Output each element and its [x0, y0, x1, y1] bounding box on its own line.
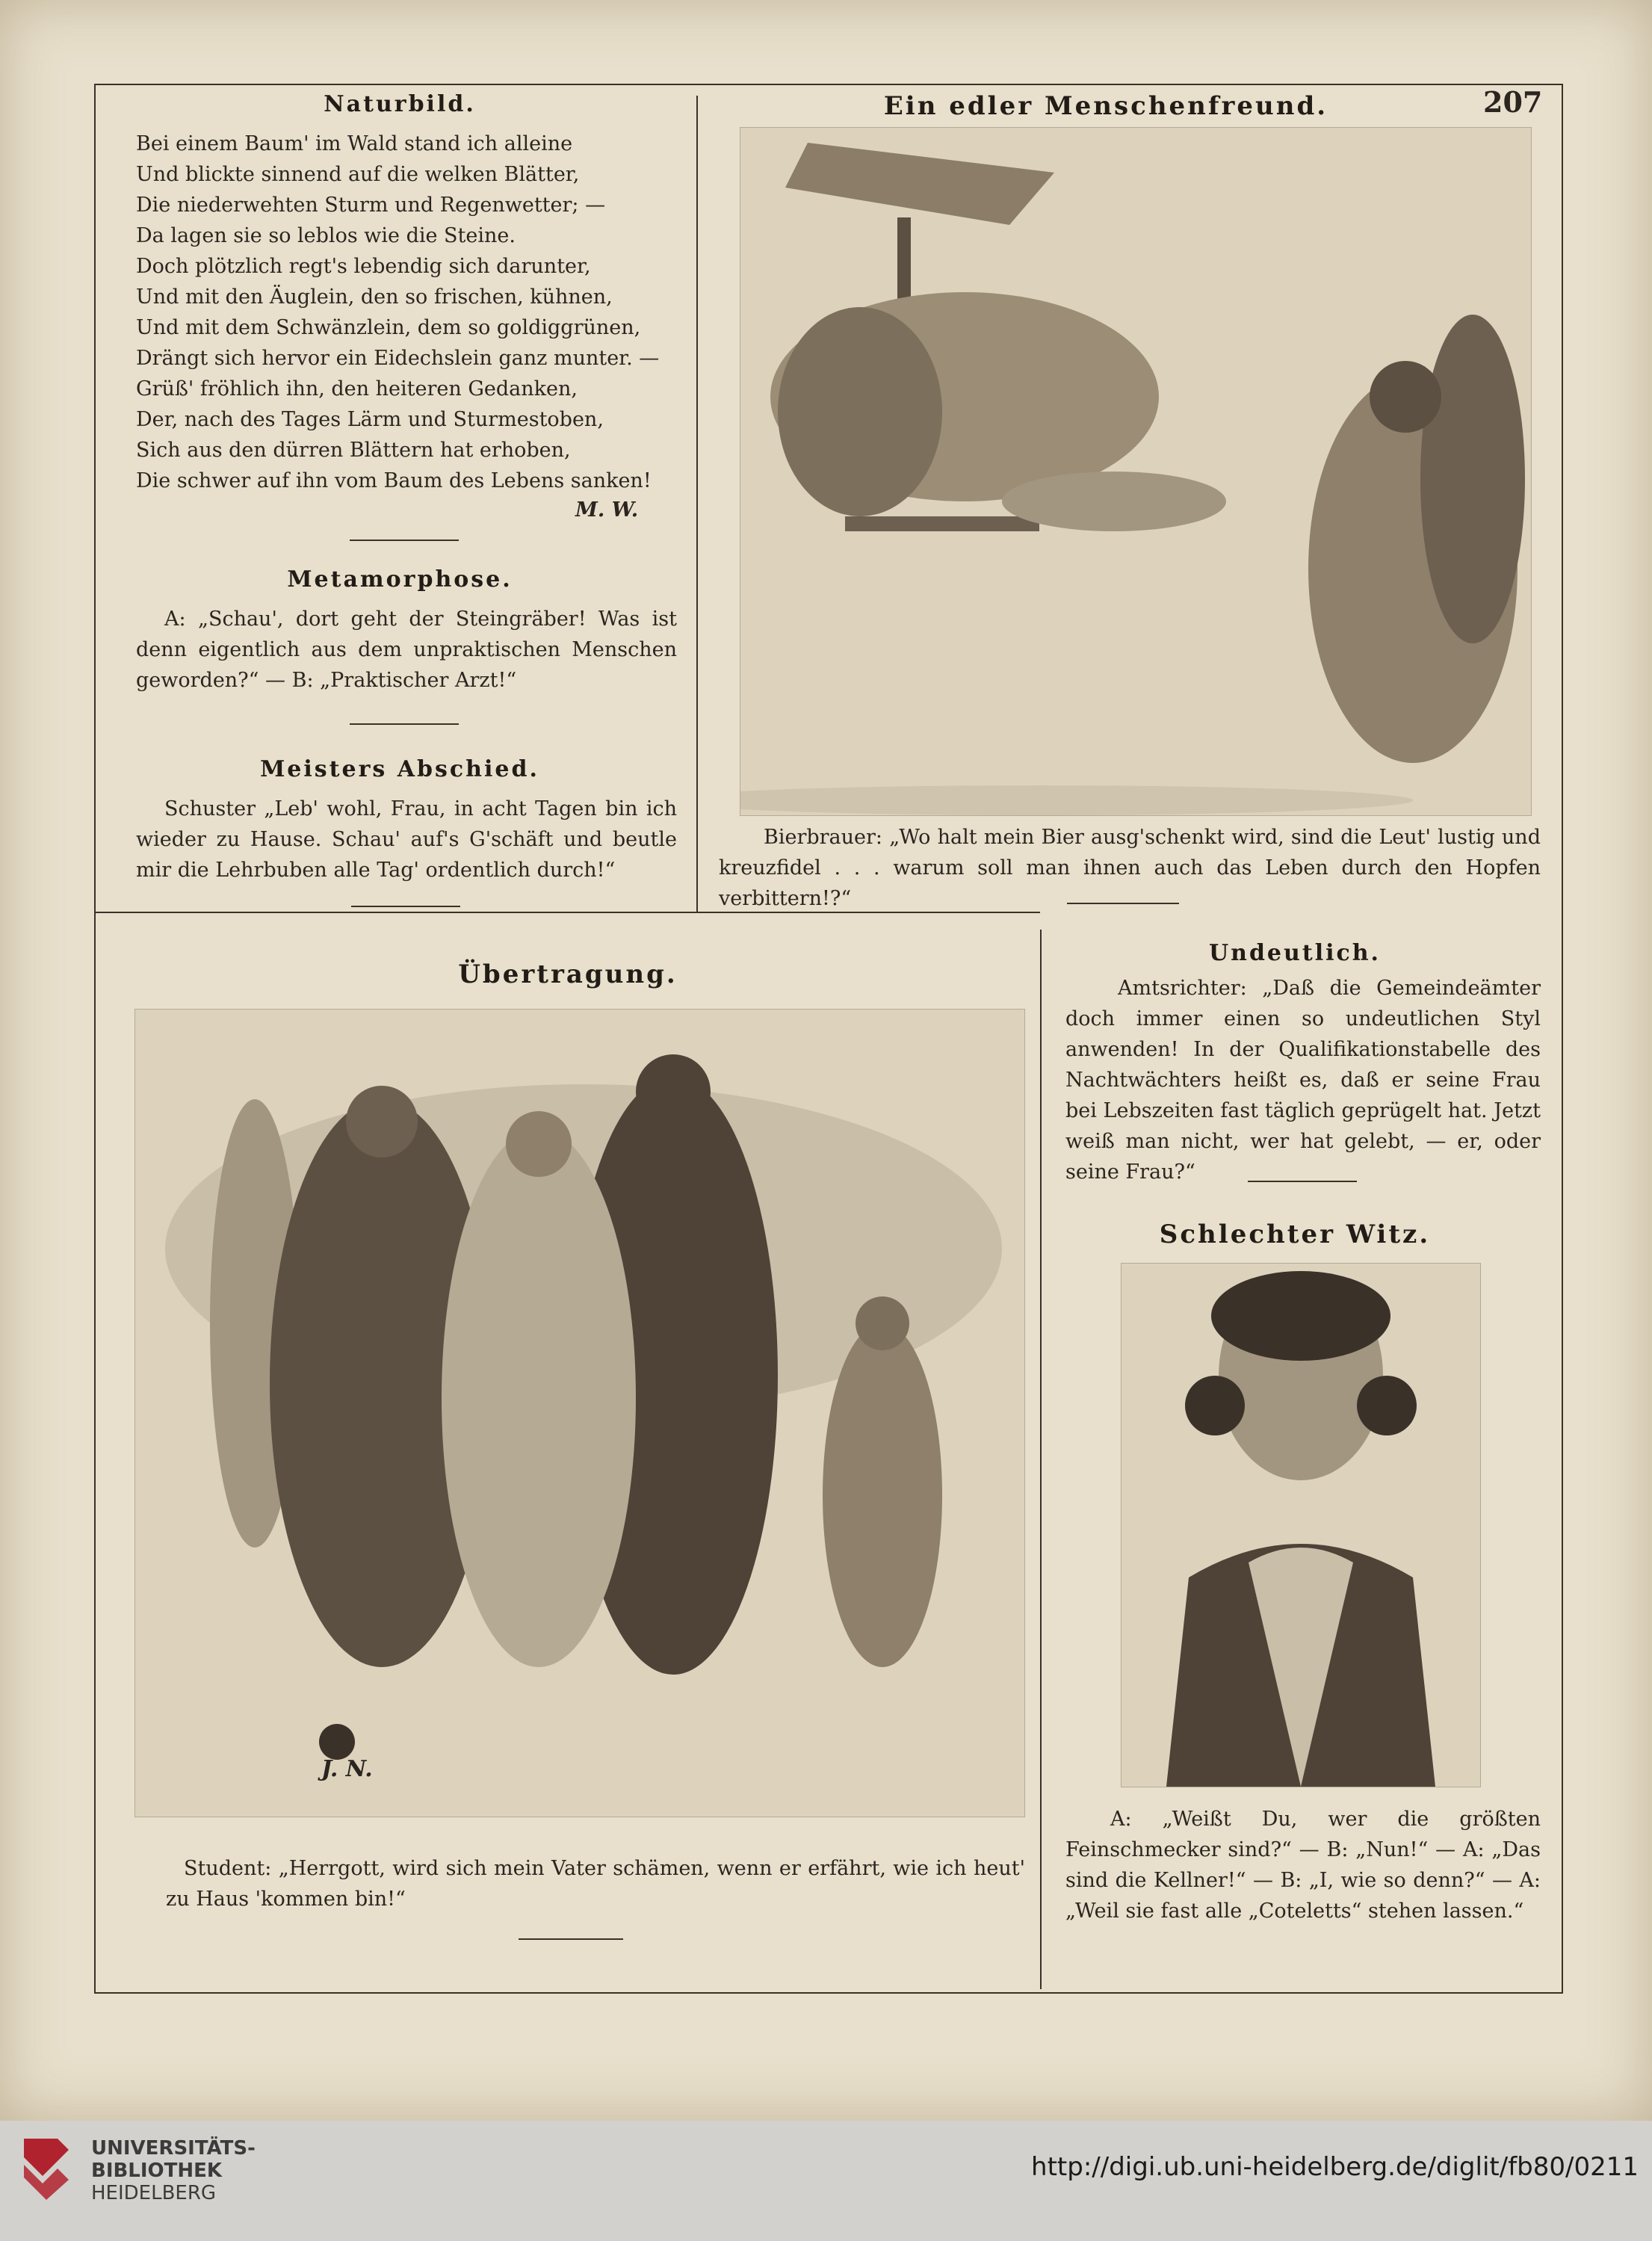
- menschenfreund-caption-text: Bierbrauer: „Wo halt mein Bier ausg'schenkt wird, sind die Leut' lustig und kreuzfidel . . . warum soll man ihnen auch das Leben durch den Hopfen verbittern!?“: [719, 826, 1541, 910]
- undeutlich-paragraph: Amtsrichter: „Daß die Gemeindeämter doch immer einen so undeutlichen Styl anwenden! In der Qualifikationstabelle des Nachtwächters heißt es, daß er seine Frau bei Lebszeiten fast täglich geprügelt hat. Jetzt weiß man nicht, wer hat gelebt, — er, oder seine Frau?“: [1065, 977, 1541, 1184]
- meisters-abschied-title: Meisters Abschied.: [260, 756, 539, 782]
- poem-line: Die schwer auf ihn vom Baum des Lebens sanken!: [136, 469, 652, 492]
- uebertragung-caption: [166, 1853, 1025, 1914]
- separator-rule: [350, 540, 459, 541]
- logo-line: UNIVERSITÄTS-: [91, 2137, 256, 2160]
- logo-line: HEIDELBERG: [91, 2182, 217, 2204]
- naturbild-title: Naturbild.: [324, 91, 476, 117]
- poem-line: Und mit den Äuglein, den so frischen, kühnen,: [136, 285, 613, 309]
- meisters-abschied-text: [136, 794, 677, 885]
- poem-line: Doch plötzlich regt's lebendig sich darunter,: [136, 255, 591, 278]
- schlechter-witz-caption: [1065, 1804, 1541, 1926]
- student-escort-illustration: [134, 1009, 1025, 1817]
- metamorphose-text: [136, 604, 677, 696]
- library-logo-text: [91, 2137, 256, 2204]
- page-number: 207: [1483, 85, 1543, 119]
- meisters-abschied-paragraph: Schuster „Leb' wohl, Frau, in acht Tagen bin ich wieder zu Hause. Schau' auf's G'schäft und beutle mir die Lehrbuben alle Tag' ordentlich durch!“: [136, 797, 677, 882]
- source-url-link[interactable]: http://digi.ub.uni-heidelberg.de/diglit/fb80/0211: [1031, 2152, 1639, 2182]
- undeutlich-title: Undeutlich.: [1208, 940, 1382, 966]
- uebertragung-title: Übertragung.: [458, 959, 678, 989]
- separator-rule: [351, 906, 460, 907]
- poem-line: Und mit dem Schwänzlein, dem so goldiggrünen,: [136, 316, 641, 339]
- poem-line: Grüß' fröhlich ihn, den heiteren Gedanken,: [136, 377, 578, 401]
- poem-line: Da lagen sie so leblos wie die Steine.: [136, 224, 516, 247]
- separator-rule: [1248, 1181, 1357, 1182]
- uebertragung-caption-text: Student: „Herrgott, wird sich mein Vater schämen, wenn er erfährt, wie ich heut' zu Haus 'kommen bin!“: [166, 1857, 1025, 1911]
- menschenfreund-caption: [719, 822, 1541, 914]
- menschenfreund-title: Ein edler Menschenfreund.: [883, 91, 1328, 121]
- naturbild-poem: [136, 129, 689, 496]
- schlechter-witz-caption-text: A: „Weißt Du, wer die größten Feinschmecker sind?“ — B: „Nun!“ — A: „Das sind die Kellner!“ — B: „I, wie so denn?“ — A: „Weil sie fast alle „Coteletts“ stehen lassen.“: [1065, 1808, 1541, 1923]
- brewery-brawl-illustration: [740, 127, 1532, 816]
- poem-line: Drängt sich hervor ein Eidechslein ganz munter. —: [136, 347, 660, 370]
- column-divider-top: [696, 96, 698, 912]
- poem-line: Und blickte sinnend auf die welken Blätter,: [136, 163, 580, 186]
- undeutlich-text: [1065, 973, 1541, 1187]
- library-logo-icon[interactable]: [16, 2131, 75, 2203]
- artist-signature: J. N.: [321, 1756, 373, 1782]
- separator-rule: [1067, 903, 1179, 904]
- poem-signature: M. W.: [575, 498, 639, 522]
- separator-rule: [519, 1938, 623, 1940]
- separator-rule: [350, 723, 459, 725]
- poem-line: Der, nach des Tages Lärm und Sturmestoben,: [136, 408, 604, 431]
- logo-line: BIBLIOTHEK: [91, 2160, 223, 2182]
- metamorphose-paragraph: A: „Schau', dort geht der Steingräber! Was ist denn eigentlich aus dem unpraktischen Menschen geworden?“ — B: „Praktischer Arzt!“: [136, 608, 677, 692]
- poem-line: Die niederwehten Sturm und Regenwetter; —: [136, 194, 606, 217]
- poem-line: Bei einem Baum' im Wald stand ich alleine: [136, 132, 573, 155]
- poem-line: Sich aus den dürren Blättern hat erhoben,: [136, 439, 571, 462]
- sideburns-man-illustration: [1121, 1263, 1481, 1787]
- metamorphose-title: Metamorphose.: [287, 566, 513, 593]
- schlechter-witz-title: Schlechter Witz.: [1159, 1220, 1431, 1249]
- column-divider-bottom: [1040, 930, 1042, 1989]
